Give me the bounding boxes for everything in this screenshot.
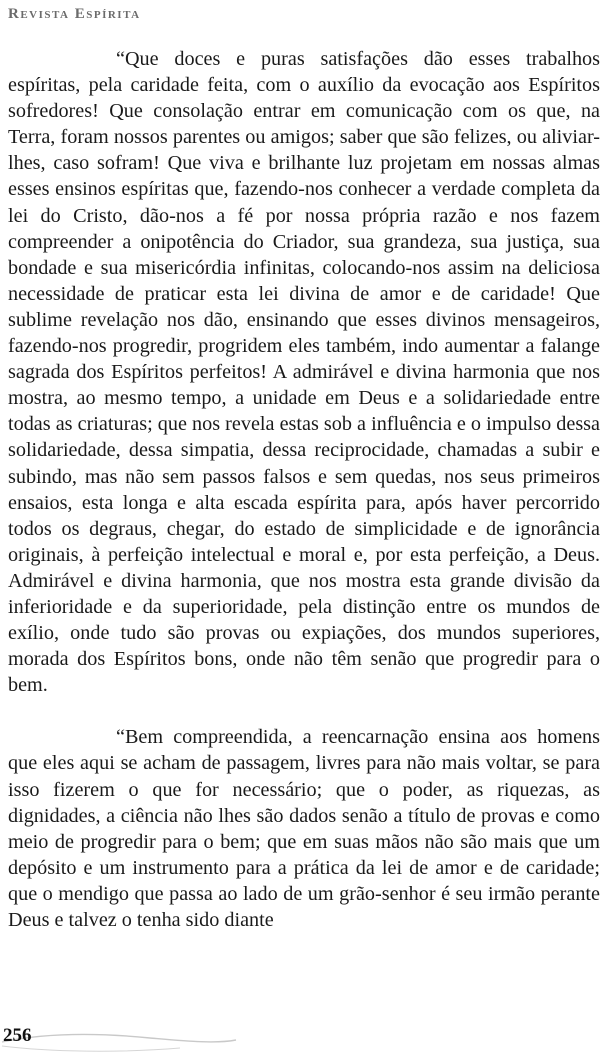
body-text [8,46,600,933]
page-flourish-ornament [0,1020,240,1054]
paragraph-2: “Bem compreendida, a reencarnação ensina aos homens que eles aqui se acham de passagem, livres para não mais voltar, se para isso fizerem o que for necessário; que o poder, as riquezas, as dignidades, a ciência não lhes são dados senão a título de provas e como meio de progredir para o bem; que em suas mãos não são mais que um depósito e um instrumento para a prática da lei de amor e de caridade; que o mendigo que passa ao lado de um grão-senhor é seu irmão perante Deus e talvez o tenha sido diante [8,726,600,931]
page-number: 256 [3,1025,32,1046]
paragraph-1: “Que doces e puras satisfações dão esses trabalhos espíritas, pela caridade feita, com o auxílio da evocação aos Espíritos sofredores! Que consolação entrar em comunicação com os que, na Terra, foram nossos parentes ou amigos; saber que são felizes, ou aliviar-lhes, caso sofram! Que viva e brilhante luz projetam em nossas almas esses ensinos espíritas que, fazendo-nos conhecer a verdade completa da lei do Cristo, dão-nos a fé por nossa própria razão e nos fazem compreender a onipotência do Criador, sua grandeza, sua justiça, sua bondade e sua misericórdia infinitas, colocando-nos assim na deliciosa necessidade de praticar esta lei divina de amor e de caridade! Que sublime revelação nos dão, ensinando que esses divinos mensageiros, fazendo-nos progredir, progridem eles também, indo aumentar a falange sagrada dos Espíritos perfeitos! A admirável e divina harmonia que nos mostra, ao mesmo tempo, a unidade em Deus e a solidariedade entre todas as criaturas; que nos revela estas sob a influência e o impulso dessa solidariedade, dessa simpatia, dessa reciprocidade, chamadas a subir e subindo, mas não sem passos falsos e sem quedas, nos seus primeiros ensaios, esta longa e alta escada espírita para, após haver percorrido todos os degraus, chegar, do estado de simplicidade e de ignorância originais, à perfeição intelectual e moral e, por esta perfeição, a Deus. Admirável e divina harmonia, que nos mostra esta grande divisão da inferioridade e da superioridade, pela distinção entre os mundos de exílio, onde tudo são provas ou expiações, dos mundos superiores, morada dos Espíritos bons, onde não têm senão que progredir para o bem. [8,48,600,697]
running-header: Revista Espírita [8,6,141,22]
